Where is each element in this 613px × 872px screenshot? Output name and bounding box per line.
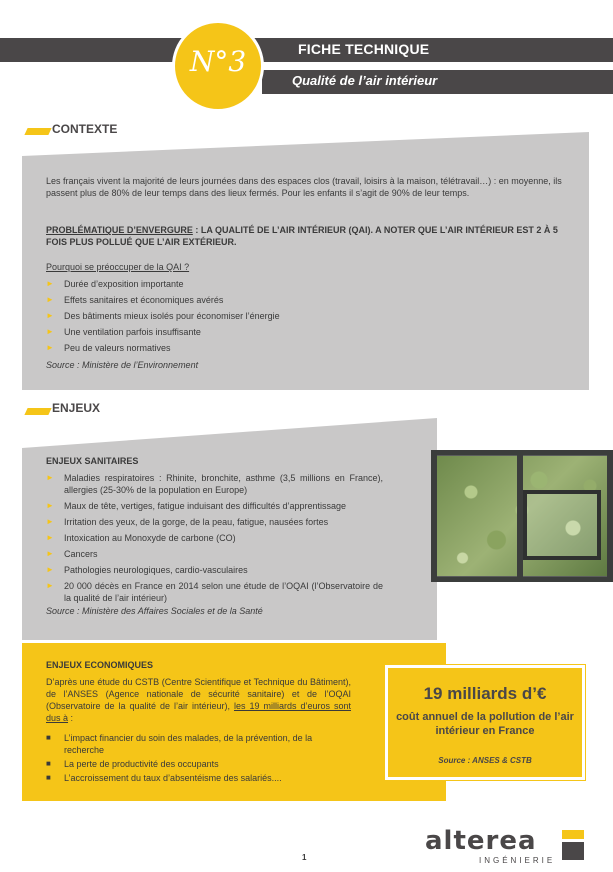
section-heading-enjeux: ENJEUX <box>52 401 101 415</box>
section-marker-icon <box>24 408 51 415</box>
triangle-bullet-icon: ► <box>46 279 54 288</box>
triangle-bullet-icon: ► <box>46 295 54 304</box>
economiques-list <box>46 732 351 786</box>
contexte-question: Pourquoi se préoccuper de la QAI ? <box>46 262 190 272</box>
problem-text: : LA QUALITÉ DE L’AIR INTÉRIEUR (QAI). A NOTER QUE L’AIR INTÉRIEUR EST 2 À 5 FOIS PLUS POLLUÉ QUE L’AIR EXTÉRIEUR. <box>46 225 558 247</box>
company-logo <box>425 826 556 865</box>
page-subtitle: Qualité de l’air intérieur <box>292 73 438 88</box>
cost-description: coût annuel de la pollution de l’air intérieur en France <box>396 711 574 737</box>
triangle-bullet-icon: ► <box>46 501 54 510</box>
logo-mark-icon <box>562 830 584 860</box>
window-photo <box>431 450 613 582</box>
list-item: ► Effets sanitaires et économiques avérés <box>46 295 224 305</box>
economiques-heading: ENJEUX ECONOMIQUES <box>46 660 154 670</box>
list-item: ► Durée d’exposition importante <box>46 279 184 289</box>
problem-label: PROBLÉMATIQUE D’ENVERGURE <box>46 225 193 235</box>
list-item: ■ L’impact financier du soin des malades, de la prévention, de la recherche <box>46 733 313 755</box>
list-item: ► Maladies respiratoires : Rhinite, bronchite, asthme (3,5 millions en France), allergies (25-30% de la population en Europe) <box>46 473 383 495</box>
triangle-bullet-icon: ► <box>46 517 54 526</box>
cost-callout <box>385 665 585 780</box>
list-item: ► Des bâtiments mieux isolés pour économiser l’énergie <box>46 311 280 321</box>
triangle-bullet-icon: ► <box>46 549 54 558</box>
triangle-bullet-icon: ► <box>46 581 54 590</box>
sanitaires-source: Source : Ministère des Affaires Sociales et de la Santé <box>46 606 263 616</box>
list-item: ■ La perte de productivité des occupants <box>46 759 219 769</box>
square-bullet-icon: ■ <box>46 733 51 742</box>
triangle-bullet-icon: ► <box>46 533 54 542</box>
logo-subtitle: INGÉNIERIE <box>479 856 556 865</box>
triangle-bullet-icon: ► <box>46 343 54 352</box>
contexte-list <box>46 278 546 358</box>
section-marker-icon <box>24 128 51 135</box>
square-bullet-icon: ■ <box>46 773 51 782</box>
triangle-bullet-icon: ► <box>46 311 54 320</box>
list-item: ► Cancers <box>46 549 98 559</box>
contexte-intro: Les français vivent la majorité de leurs journées dans des espaces clos (travail, loisirs à la maison, télétravail…) : en moyenne, ils passent plus de 80% de leur temps dans des lieux fermés. Pour les enfants il s’agit de 90% de leur temps. <box>46 176 562 198</box>
triangle-bullet-icon: ► <box>46 327 54 336</box>
sanitaires-list <box>46 472 383 608</box>
list-item: ► Maux de tête, vertiges, fatigue induisant des difficultés d’apprentissage <box>46 501 347 511</box>
list-item: ► Pathologies neurologiques, cardio-vasculaires <box>46 565 248 575</box>
cost-source: Source : ANSES & CSTB <box>438 756 532 765</box>
triangle-bullet-icon: ► <box>46 473 54 482</box>
contexte-problem <box>46 224 571 248</box>
list-item: ► 20 000 décès en France en 2014 selon une étude de l’OQAI (l’Observatoire de la qualité de l’air intérieur) <box>46 581 383 603</box>
sheet-number: N°3 <box>189 45 247 78</box>
list-item: ► Intoxication au Monoxyde de carbone (CO) <box>46 533 236 543</box>
open-window-pane <box>523 490 601 560</box>
economiques-intro-underlined: les 19 milliards d’euros sont dus à <box>46 701 351 723</box>
list-item: ► Une ventilation parfois insuffisante <box>46 327 201 337</box>
list-item: ► Irritation des yeux, de la gorge, de la peau, fatigue, nausées fortes <box>46 517 329 527</box>
triangle-bullet-icon: ► <box>46 565 54 574</box>
section-heading-contexte: CONTEXTE <box>52 122 118 136</box>
sanitaires-heading: ENJEUX SANITAIRES <box>46 456 139 466</box>
list-item: ■ L’accroissement du taux d’absentéisme des salariés.... <box>46 773 282 783</box>
square-bullet-icon: ■ <box>46 759 51 768</box>
logo-wordmark: alterea <box>425 826 537 856</box>
economiques-intro: D’après une étude du CSTB (Centre Scientifique et Technique du Bâtiment), de l’ANSES (Agence nationale de sécurité sanitaire) et de l’OQAI (Observatoire de la qualité de l’air intérieur), les 19 milliards d’euros sont dus à : <box>46 677 351 723</box>
page-title: FICHE TECHNIQUE <box>298 41 430 57</box>
sheet-number-badge <box>172 20 264 112</box>
cost-amount: 19 milliards d’€ <box>423 684 547 703</box>
list-item: ► Peu de valeurs normatives <box>46 343 171 353</box>
contexte-source: Source : Ministère de l’Environnement <box>46 360 199 370</box>
page-number: 1 <box>302 853 307 862</box>
